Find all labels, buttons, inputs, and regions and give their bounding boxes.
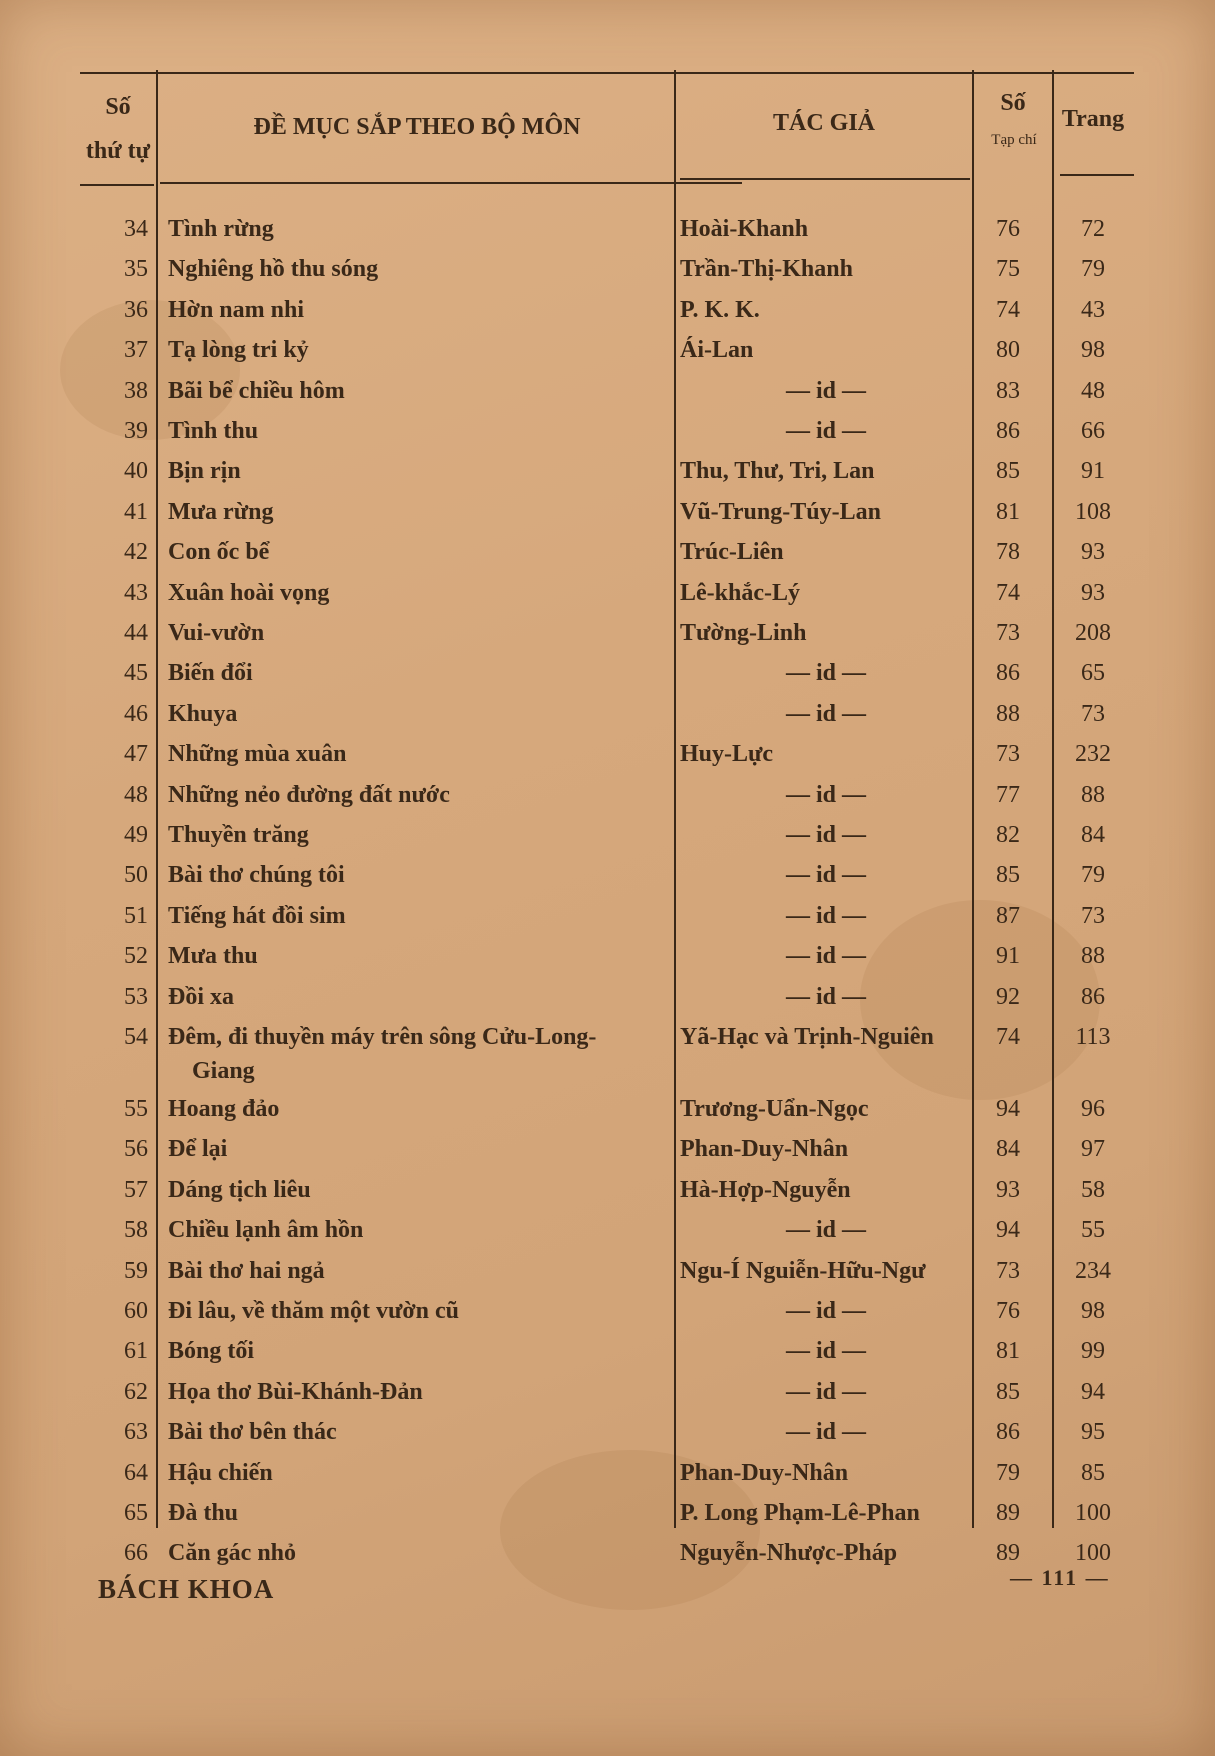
entry-issue: 88 (996, 700, 1020, 727)
entry-author: — id — (785, 781, 866, 808)
entry-title: Khuya (168, 700, 238, 727)
header-page-column: Trang (1061, 106, 1125, 132)
entry-issue: 81 (996, 498, 1020, 525)
entry-author: P. Long Phạm-Lê-Phan (680, 1500, 920, 1526)
entry-author: — id — (785, 943, 866, 970)
entry-author: Lê-khắc-Lý (680, 579, 800, 606)
entry-title: Những mùa xuân (168, 741, 347, 768)
entry-page: 66 (1081, 418, 1105, 444)
column-separator (156, 70, 158, 1528)
entry-author: — id — (785, 700, 866, 727)
entry-author: Hà-Hợp-Nguyễn (680, 1176, 851, 1203)
entry-author: Tường-Linh (680, 620, 807, 646)
entry-number: 59 (124, 1257, 148, 1284)
index-table (80, 64, 1134, 1567)
entry-author: — id — (785, 902, 866, 929)
entry-title: Hoang đảo (168, 1096, 280, 1122)
entry-number: 46 (124, 700, 148, 727)
entry-page: 113 (1075, 1024, 1111, 1050)
entry-author: — id — (785, 1298, 866, 1324)
entry-title: Thuyền trăng (168, 822, 309, 848)
entry-number: 44 (124, 620, 148, 646)
entry-issue: 84 (996, 1136, 1020, 1163)
entry-issue: 80 (996, 337, 1020, 364)
entry-number: 51 (124, 902, 148, 929)
entry-number: 45 (124, 660, 148, 687)
entry-title: Mưa thu (168, 943, 258, 970)
entry-number: 54 (124, 1024, 148, 1050)
entry-author: Ái-Lan (680, 337, 754, 364)
entry-issue: 91 (996, 943, 1020, 970)
entry-number: 47 (124, 741, 148, 768)
entry-number: 62 (124, 1378, 148, 1405)
entry-page: 232 (1075, 741, 1111, 768)
table-top-rule (80, 72, 1134, 74)
entry-issue: 86 (996, 1419, 1020, 1446)
entry-author: P. K. K. (680, 296, 760, 323)
entry-page: 96 (1081, 1096, 1105, 1122)
entry-page: 73 (1081, 700, 1105, 727)
entry-number: 50 (124, 862, 148, 889)
entry-number: 49 (124, 822, 148, 848)
entry-page: 100 (1075, 1540, 1111, 1567)
header-rule (680, 178, 970, 180)
entry-title: Tình rừng (168, 216, 274, 242)
entry-page: 79 (1081, 862, 1105, 889)
header-no-line2: thứ tự (85, 138, 151, 164)
column-separator (674, 70, 676, 1528)
entry-page: 97 (1081, 1136, 1105, 1163)
entry-title: Những nẻo đường đất nước (168, 781, 450, 808)
entry-title: Họa thơ Bùi-Khánh-Đản (168, 1378, 423, 1405)
entry-page: 208 (1075, 620, 1111, 646)
header-rule (160, 182, 742, 184)
entry-number: 55 (124, 1096, 148, 1122)
entry-number: 40 (124, 458, 148, 485)
entry-page: 94 (1081, 1378, 1105, 1405)
entry-number: 41 (124, 498, 148, 525)
entry-page: 100 (1075, 1500, 1111, 1526)
entry-number: 36 (124, 296, 148, 323)
page-number: — 111 — (1010, 1565, 1110, 1590)
entry-issue: 74 (996, 1024, 1020, 1050)
entry-author: Trương-Uẩn-Ngọc (680, 1096, 869, 1122)
entry-issue: 75 (996, 256, 1020, 283)
entry-title: Đi lâu, về thăm một vườn cũ (168, 1298, 460, 1324)
entry-author: Thu, Thư, Tri, Lan (680, 458, 875, 485)
entry-issue: 83 (996, 377, 1020, 404)
entry-title: Vui-vườn (168, 620, 265, 646)
entry-issue: 76 (996, 216, 1020, 242)
entry-page: 93 (1081, 539, 1105, 566)
entry-title: Bịn rịn (168, 458, 241, 485)
entry-title: Nghiêng hồ thu sóng (168, 256, 379, 283)
entry-author: — id — (785, 862, 866, 889)
entry-issue: 89 (996, 1540, 1020, 1567)
entry-number: 61 (124, 1338, 148, 1365)
entry-issue: 73 (996, 741, 1020, 768)
entry-page: 55 (1081, 1217, 1105, 1244)
entry-title: Bóng tối (168, 1338, 255, 1365)
entry-number: 35 (124, 256, 148, 283)
entry-title: Đà thu (168, 1500, 239, 1526)
entry-issue: 92 (996, 983, 1020, 1010)
entry-page: 58 (1081, 1176, 1105, 1203)
entry-title: Bãi bể chiều hôm (168, 377, 345, 404)
entry-issue: 85 (996, 862, 1020, 889)
entry-author: Nguyễn-Nhược-Pháp (680, 1540, 898, 1567)
entry-number: 52 (124, 943, 148, 970)
entry-number: 38 (124, 377, 148, 404)
entry-issue: 77 (996, 781, 1020, 808)
entry-author: — id — (785, 1419, 866, 1446)
entry-number: 53 (124, 983, 148, 1010)
entry-issue: 94 (996, 1096, 1020, 1122)
entry-page: 73 (1081, 902, 1105, 929)
entry-number: 48 (124, 781, 148, 808)
entry-page: 88 (1081, 781, 1105, 808)
entry-issue: 89 (996, 1500, 1020, 1526)
entry-page: 86 (1081, 983, 1105, 1010)
entry-author: Phan-Duy-Nhân (680, 1459, 849, 1486)
entry-issue: 86 (996, 418, 1020, 444)
entry-page: 84 (1081, 822, 1105, 848)
entry-number: 39 (124, 418, 148, 444)
entry-page: 79 (1081, 256, 1105, 283)
entry-title: Đêm, đi thuyền máy trên sông Cửu-Long- (168, 1024, 597, 1050)
entry-author: Vũ-Trung-Túy-Lan (680, 498, 881, 525)
entry-page: 95 (1081, 1419, 1105, 1446)
entry-author: — id — (785, 1378, 866, 1405)
entry-issue: 85 (996, 1378, 1020, 1405)
entry-title: Chiều lạnh âm hồn (168, 1217, 364, 1244)
entry-author: Yã-Hạc và Trịnh-Nguiên (680, 1024, 934, 1050)
entry-title: Để lại (168, 1136, 228, 1163)
entry-issue: 87 (996, 902, 1020, 929)
entry-page: 98 (1081, 337, 1105, 364)
entry-title: Mưa rừng (168, 498, 274, 525)
entry-page: 85 (1081, 1459, 1105, 1486)
entry-title: Tạ lòng tri kỷ (168, 337, 309, 364)
entry-issue: 79 (996, 1459, 1020, 1486)
entry-page: 93 (1081, 579, 1105, 606)
entry-number: 57 (124, 1176, 148, 1203)
entry-author: — id — (785, 1338, 866, 1365)
entry-issue: 82 (996, 822, 1020, 848)
header-rule (80, 184, 154, 186)
entry-page: 91 (1081, 458, 1105, 485)
entry-author: — id — (785, 822, 866, 848)
entry-page: 108 (1075, 498, 1111, 525)
entry-author: Hoài-Khanh (680, 216, 809, 242)
entry-title: Tình thu (168, 418, 259, 444)
entry-page: 98 (1081, 1298, 1105, 1324)
entry-number: 65 (124, 1500, 148, 1526)
entry-title: Bài thơ chúng tôi (168, 862, 345, 889)
entry-page: 99 (1081, 1338, 1105, 1365)
entry-number: 58 (124, 1217, 148, 1244)
entry-number: 42 (124, 539, 148, 566)
entry-issue: 94 (996, 1217, 1020, 1244)
publication-name: BÁCH KHOA (98, 1574, 275, 1604)
entry-number: 63 (124, 1419, 148, 1446)
entry-issue: 73 (996, 620, 1020, 646)
entry-author: — id — (785, 377, 866, 404)
entry-issue: 73 (996, 1257, 1020, 1284)
entry-issue: 78 (996, 539, 1020, 566)
entry-page: 43 (1081, 296, 1105, 323)
entry-number: 43 (124, 579, 148, 606)
entry-author: Huy-Lực (680, 741, 774, 768)
entry-title-continued: Giang (192, 1058, 255, 1084)
header-author-column: TÁC GIẢ (772, 110, 875, 136)
entry-issue: 86 (996, 660, 1020, 687)
entry-title: Bài thơ hai ngả (168, 1257, 325, 1284)
entry-issue: 85 (996, 458, 1020, 485)
entry-author: — id — (785, 983, 866, 1010)
entry-issue: 93 (996, 1176, 1020, 1203)
header-issue-line2: Tạp chí (991, 132, 1037, 148)
entry-issue: 81 (996, 1338, 1020, 1365)
entry-title: Tiếng hát đồi sim (168, 902, 346, 929)
entry-title: Hờn nam nhi (168, 296, 305, 323)
entry-author: Phan-Duy-Nhân (680, 1136, 849, 1163)
entry-title: Bài thơ bên thác (168, 1419, 337, 1446)
entry-page: 65 (1081, 660, 1105, 687)
entry-title: Con ốc bể (168, 539, 270, 566)
entry-page: 72 (1081, 216, 1105, 242)
entry-title: Hậu chiến (168, 1459, 273, 1486)
entry-author: Ngu-Í Nguiễn-Hữu-Ngư (680, 1257, 926, 1284)
entry-issue: 74 (996, 296, 1020, 323)
entry-page: 234 (1075, 1257, 1111, 1284)
entry-number: 60 (124, 1298, 148, 1324)
entry-page: 48 (1081, 377, 1105, 404)
entry-author: — id — (785, 418, 866, 444)
entry-author: — id — (785, 660, 866, 687)
entry-title: Dáng tịch liêu (168, 1176, 311, 1203)
entry-title: Căn gác nhỏ (168, 1540, 297, 1567)
entry-author: Trần-Thị-Khanh (680, 256, 853, 283)
entry-issue: 76 (996, 1298, 1020, 1324)
header-rule (1060, 174, 1134, 176)
entry-number: 64 (124, 1459, 148, 1486)
entry-title: Biến đổi (168, 660, 253, 687)
entry-number: 66 (124, 1540, 148, 1567)
entry-page: 88 (1081, 943, 1105, 970)
entry-number: 37 (124, 337, 148, 364)
entry-title: Xuân hoài vọng (168, 579, 330, 606)
header-title-column: ĐỀ MỤC SẮP THEO BỘ MÔN (253, 114, 581, 140)
entry-number: 34 (124, 216, 148, 242)
header-issue-line1: Số (1000, 90, 1026, 116)
header-no-line1: Số (105, 94, 131, 120)
entry-author: — id — (785, 1217, 866, 1244)
entry-author: Trúc-Liên (680, 539, 784, 566)
entry-number: 56 (124, 1136, 148, 1163)
entry-title: Đồi xa (168, 983, 234, 1010)
entry-issue: 74 (996, 579, 1020, 606)
